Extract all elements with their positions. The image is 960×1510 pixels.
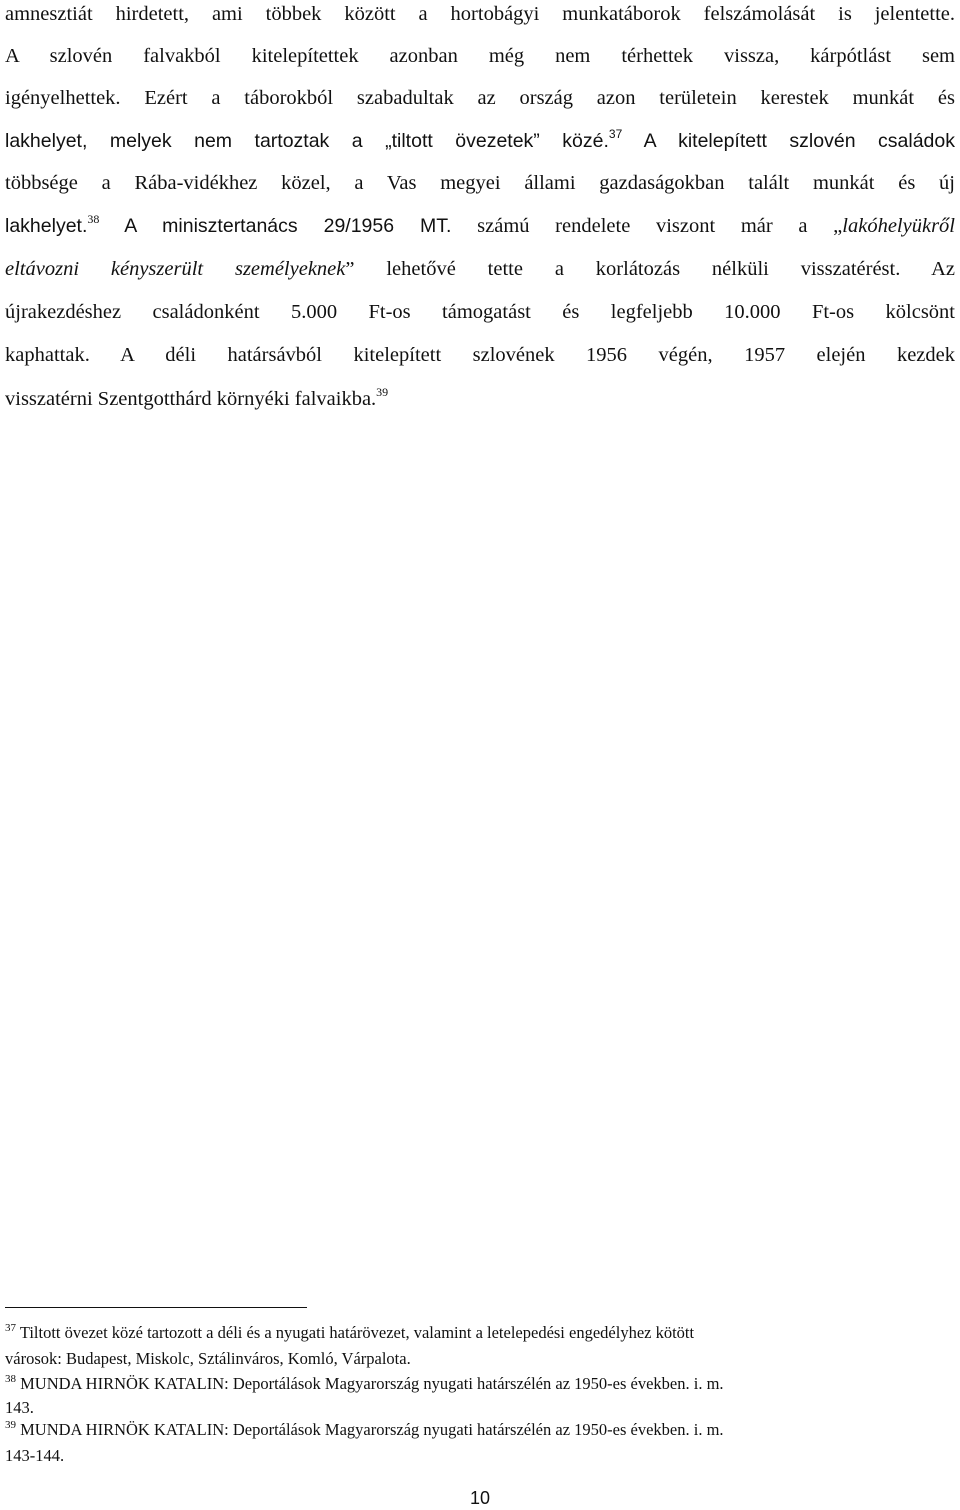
body-line-3 — [5, 78, 955, 118]
footnote-38-cont — [5, 1396, 955, 1420]
footnote-ref-38[interactable]: 38 — [87, 212, 100, 226]
body-text: többsége a Rába-vidékhez közel, a Vas megyei állami gazdaságokban talált munkát és új — [5, 172, 955, 194]
footnote-text: 143-144. — [5, 1446, 65, 1465]
body-text: igényelhettek. Ezért a táborokból szabadultak az ország azon területein kerestek munkát és — [5, 87, 955, 109]
body-line-6 — [5, 206, 955, 246]
body-text: lakhelyet, melyek nem tartoztak a „tiltott övezetek” közé. — [5, 130, 609, 152]
footnote-text: MUNDA HIRNÖK KATALIN: Deportálások Magyarország nyugati határszélén az 1950-es években. i. m. — [20, 1420, 724, 1439]
footnote-text: MUNDA HIRNÖK KATALIN: Deportálások Magyarország nyugati határszélén az 1950-es években. i. m. — [20, 1374, 724, 1393]
body-text: A kitelepített szlovén családok — [622, 130, 955, 152]
italic-text: eltávozni kényszerült személyeknek — [5, 258, 346, 280]
footnote-38 — [5, 1372, 955, 1396]
body-text: lakhelyet. — [5, 215, 88, 237]
footnote-39 — [5, 1418, 955, 1442]
body-line-9 — [5, 335, 955, 375]
body-text: A szlovén falvakból kitelepítettek azonban még nem térhettek vissza, kárpótlást sem — [5, 45, 955, 67]
footnote-separator — [5, 1307, 307, 1308]
body-text: visszatérni Szentgotthárd környéki falvaikba. — [5, 388, 377, 410]
footnote-text: városok: Budapest, Miskolc, Sztálinváros, Komló, Várpalota. — [5, 1349, 411, 1368]
footnote-number: 38 — [5, 1373, 16, 1385]
body-text: A minisztertanács 29/1956 MT. — [99, 215, 452, 237]
body-line-2 — [5, 36, 955, 76]
footnote-number: 37 — [5, 1322, 16, 1334]
body-line-5 — [5, 163, 955, 203]
body-text: számú rendelete viszont már a „ — [451, 215, 843, 237]
body-text: kaphattak. A déli határsávból kitelepített szlovének 1956 végén, 1957 elején kezdek — [5, 344, 955, 366]
body-line-4 — [5, 121, 955, 161]
body-text: újrakezdéshez családonként 5.000 Ft-os támogatást és legfeljebb 10.000 Ft-os kölcsönt — [5, 301, 955, 323]
body-text: ” lehetővé tette a korlátozás nélküli visszatérést. Az — [345, 258, 955, 280]
footnote-text: Tiltott övezet közé tartozott a déli és a nyugati határövezet, valamint a letelepedési engedélyhez kötött — [19, 1323, 695, 1342]
footnote-ref-39[interactable]: 39 — [376, 385, 389, 399]
body-line-8 — [5, 292, 955, 332]
footnote-37 — [5, 1321, 955, 1345]
body-text: amnesztiát hirdetett, ami többek között a hortobágyi munkatáborok felszámolását is jelentette. — [5, 3, 955, 25]
body-line-1 — [5, 0, 955, 34]
page-number: 10 — [469, 1488, 491, 1508]
italic-text: lakóhelyükről — [842, 215, 955, 237]
footnote-39-cont — [5, 1444, 955, 1468]
footnote-text: 143. — [5, 1398, 34, 1417]
footnote-37-cont — [5, 1347, 955, 1371]
body-line-10 — [5, 379, 955, 419]
body-line-7 — [5, 249, 955, 289]
footnote-ref-37[interactable]: 37 — [608, 127, 623, 141]
footnote-number: 39 — [5, 1419, 16, 1431]
